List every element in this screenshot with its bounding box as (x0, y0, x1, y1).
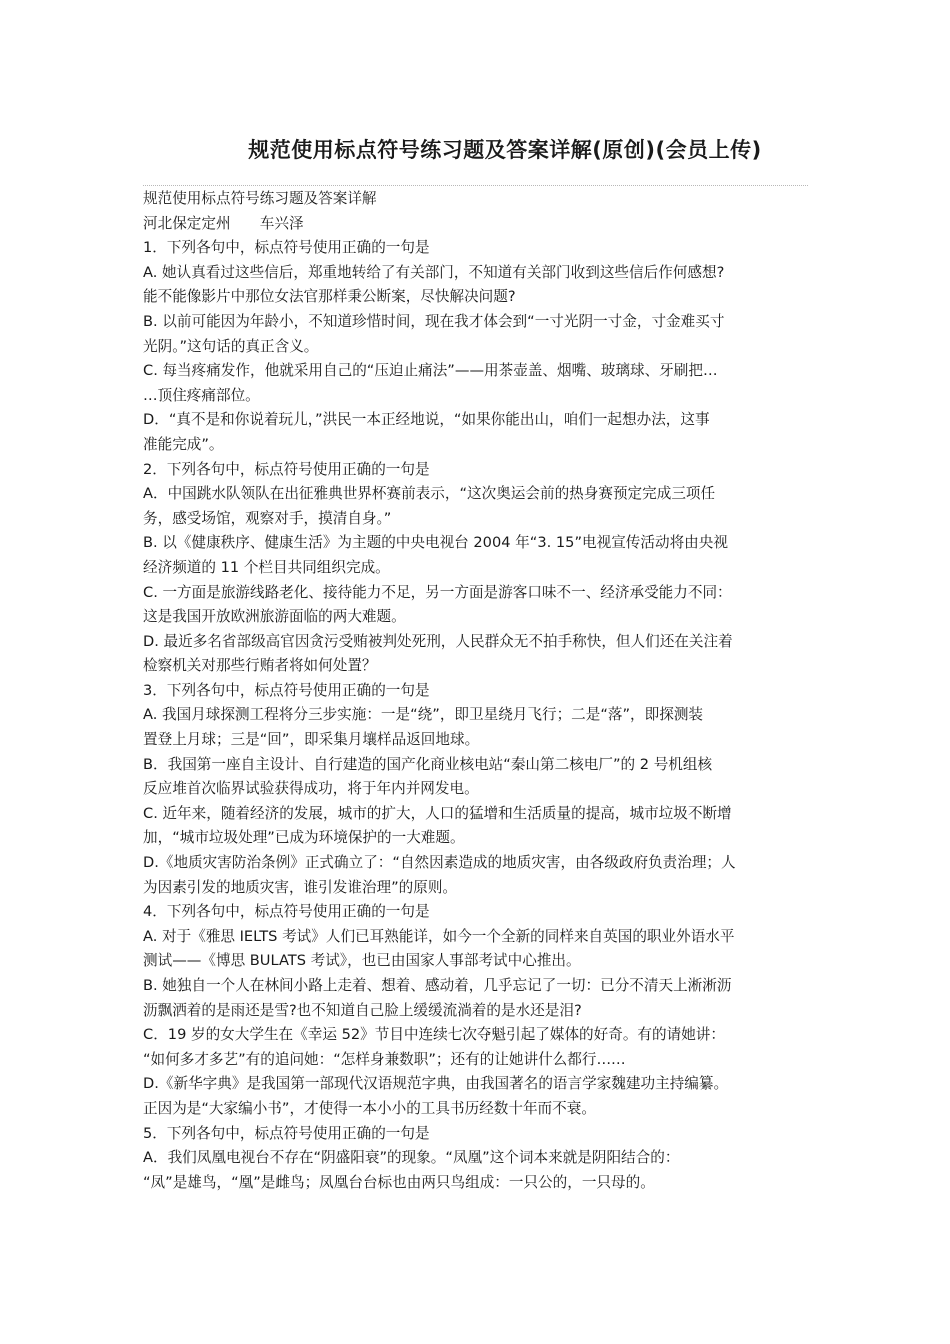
text-line: 2．下列各句中，标点符号使用正确的一句是 (143, 460, 430, 478)
document-title: 规范使用标点符号练习题及答案详解(原创)(会员上传) (248, 138, 762, 162)
text-line: 能不能像影片中那位女法官那样秉公断案，尽快解决问题? (143, 288, 516, 306)
text-line: 河北保定定州 车兴泽 (143, 214, 304, 232)
text-line: 4．下列各句中，标点符号使用正确的一句是 (143, 903, 430, 921)
text-line: D.《新华字典》是我国第一部现代汉语规范字典，由我国著名的语言学家魏建功主持编纂。 (143, 1075, 729, 1093)
text-line: 沥飘洒着的是雨还是雪?也不知道自己脸上缓缓流淌着的是水还是泪? (143, 1001, 582, 1019)
text-line: 检察机关对那些行贿者将如何处置？ (143, 657, 377, 675)
text-line: 光阴。”这句话的真正含义。 (143, 337, 319, 355)
text-line: B. 以前可能因为年龄小，不知道珍惜时间，现在我才体会到“一寸光阴一寸金，寸金难买寸 (143, 312, 725, 330)
text-line: B．我国第一座自主设计、自行建造的国产化商业核电站“秦山第二核电厂”的 2 号机组核 (143, 755, 713, 773)
text-line: “凤”是雄鸟，“凰”是雌鸟；凤凰台台标也由两只鸟组成：一只公的，一只母的。 (143, 1173, 655, 1191)
text-line: 3．下列各句中，标点符号使用正确的一句是 (143, 681, 430, 699)
text-line: 1．下列各句中，标点符号使用正确的一句是 (143, 239, 430, 257)
text-line: A. 我国月球探测工程将分三步实施：一是“绕”，即卫星绕月飞行；二是“落”，即探测装 (143, 706, 704, 724)
text-line: 反应堆首次临界试验获得成功，将于年内并网发电。 (143, 780, 479, 798)
text-line: C. 近年来，随着经济的发展，城市的扩大，人口的猛增和生活质量的提高，城市垃圾不断增 (143, 804, 732, 822)
text-line: “如何多才多艺”有的追问她：“怎样身兼数职”；还有的让她讲什么都行…… (143, 1050, 626, 1068)
text-line: …顶住疼痛部位。 (143, 386, 260, 404)
text-line: C．19 岁的女大学生在《幸运 52》节目中连续七次夺魁引起了媒体的好奇。有的请她讲： (143, 1026, 725, 1044)
text-line: C. 每当疼痛发作，他就采用自己的“压迫止痛法”——用茶壶盖、烟嘴、玻璃球、牙刷把… (143, 362, 718, 380)
text-line: 置登上月球；三是“回”，即采集月壤样品返回地球。 (143, 731, 480, 749)
text-line: B. 以《健康秩序、健康生活》为主题的中央电视台 2004 年“3. 15”电视宣传活动将由央视 (143, 534, 728, 552)
text-line: 这是我国开放欧洲旅游面临的两大难题。 (143, 608, 406, 626)
text-line: C. 一方面是旅游线路老化、接待能力不足，另一方面是游客口味不一、经济承受能力不同： (143, 583, 732, 601)
text-line: A. 她认真看过这些信后，郑重地转给了有关部门，不知道有关部门收到这些信后作何感想? (143, 263, 725, 281)
text-line: 5．下列各句中，标点符号使用正确的一句是 (143, 1124, 430, 1142)
text-line: D. 最近多名省部级高官因贪污受贿被判处死刑，人民群众无不拍手称快，但人们还在关注着 (143, 632, 733, 650)
text-line: A．我们凤凰电视台不存在“阴盛阳衰”的现象。“凤凰”这个词本来就是阴阳结合的： (143, 1149, 680, 1167)
document-body (143, 187, 815, 1195)
text-line: A．中国跳水队领队在出征雅典世界杯赛前表示，“这次奥运会前的热身赛预定完成三项任 (143, 485, 716, 503)
text-line: 正因为是“大家编小书”，才使得一本小小的工具书历经数十年而不衰。 (143, 1099, 596, 1117)
text-line: 规范使用标点符号练习题及答案详解 (143, 190, 377, 207)
text-line: 加，“城市垃圾处理”已成为环境保护的一大难题。 (143, 829, 465, 847)
text-line: D．“真不是和你说着玩儿，”洪民一本正经地说，“如果你能出山，咱们一起想办法，这事 (143, 411, 710, 429)
text-line: 测试——《博思 BULATS 考试》，也已由国家人事部考试中心推出。 (143, 952, 581, 970)
title-divider (143, 185, 808, 186)
text-line: 为因素引发的地质灾害，谁引发谁治理”的原则。 (143, 878, 458, 896)
text-line: D.《地质灾害防治条例》正式确立了：“自然因素造成的地质灾害，由各级政府负责治理；人 (143, 854, 736, 872)
text-line: 经济频道的 11 个栏目共同组织完成。 (143, 558, 390, 576)
text-line: A. 对于《雅思 IELTS 考试》人们已耳熟能详，如今一个全新的同样来自英国的职业外语水平 (143, 927, 735, 945)
text-line: B. 她独自一个人在林间小路上走着、想着、感动着，几乎忘记了一切：已分不清天上淅淅沥 (143, 977, 732, 994)
text-line: 准能完成”。 (143, 435, 224, 453)
text-line: 务，感受场馆，观察对手，摸清自身。” (143, 509, 392, 527)
